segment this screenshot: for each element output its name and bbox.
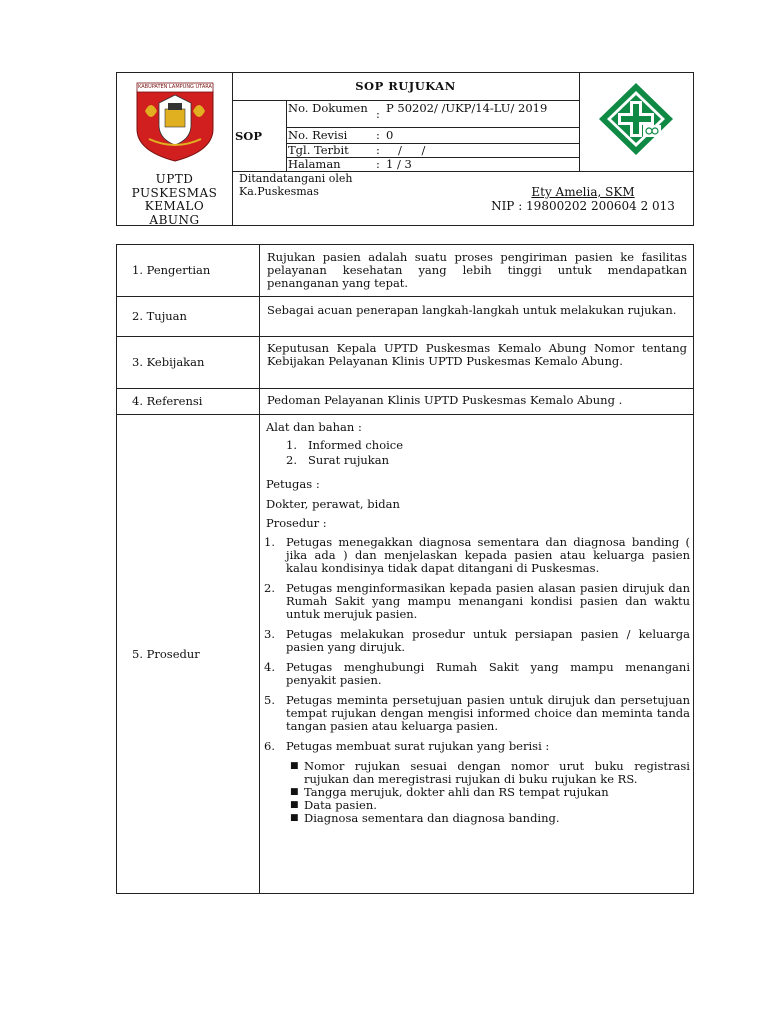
signer-name: Ety Amelia, SKM <box>531 185 635 199</box>
row-text-referensi: Pedoman Pelayanan Klinis UPTD Puskesmas Kemalo Abung . <box>267 393 623 407</box>
row-label-kebijakan: 3. Kebijakan <box>132 354 205 369</box>
row-label-prosedur: 5. Prosedur <box>132 647 200 661</box>
signed-by-label: Ditandatangani oleh Ka.Puskesmas <box>239 172 353 198</box>
petugas-text: Dokter, perawat, bidan <box>266 497 400 511</box>
sop-content-table <box>116 244 694 894</box>
puskesmas-logo-icon <box>597 81 675 157</box>
list-item: 5. Petugas meminta persetujuan pasien untuk dirujuk dan persetujuan tempat rujukan dengan mengisi informed choice dan meminta tanda tangan pasien atau keluarga pasien. <box>264 693 690 733</box>
signer-block <box>472 185 694 213</box>
row-label-tujuan: 2. Tujuan <box>132 308 187 323</box>
document-title: SOP RUJUKAN <box>355 79 456 93</box>
surat-items <box>262 760 690 825</box>
row-text-pengertian: Rujukan pasien adalah suatu proses pengiriman pasien ke fasilitas pelayanan kesehatan yang lebih tinggi untuk mendapatkan penanganan yang tepat. <box>267 250 687 290</box>
organization-name: UPTD PUSKESMAS KEMALO ABUNG <box>131 172 218 227</box>
list-item: ■ Nomor rujukan sesuai dengan nomor urut buku registrasi rujukan dan meregistrasi rujukan di buku rujukan ke RS. <box>290 759 690 786</box>
signer-nip: NIP : 19800202 200604 2 013 <box>491 199 675 213</box>
row-label-referensi: 4. Referensi <box>132 393 203 408</box>
row-label-pengertian: 1. Pengertian <box>132 263 211 277</box>
alat-list <box>262 439 690 467</box>
logo-banner-text: KABUPATEN LAMPUNG UTARA <box>138 84 212 90</box>
list-item: 2. Surat rujukan <box>286 453 390 467</box>
list-item: 1. Petugas menegakkan diagnosa sementara dan diagnosa banding ( jika ada ) dan menjelaskan kepada pasien atau keluarga pasien kalau kondisinya tidak dapat ditangani di Puskesmas. <box>264 535 690 575</box>
meta-row-terbit: Tgl. Terbit : / / <box>288 143 426 157</box>
meta-row-halaman: Halaman : 1 / 3 <box>288 157 412 171</box>
list-item: 2. Petugas menginformasikan kepada pasien alasan pasien dirujuk dan Rumah Sakit yang mampu menangani kondisi pasien dan waktu untuk merujuk pasien. <box>264 581 690 621</box>
prosedur-heading: Prosedur : <box>266 516 327 530</box>
row-text-kebijakan: Keputusan Kepala UPTD Puskesmas Kemalo Abung Nomor tentang Kebijakan Pelayanan Klinis UPTD Puskesmas Kemalo Abung. <box>267 341 687 368</box>
list-item: 1. Informed choice <box>286 438 404 452</box>
alat-heading: Alat dan bahan : <box>266 420 362 434</box>
kabupaten-logo-icon <box>131 81 219 163</box>
list-item: ■ Tangga merujuk, dokter ahli dan RS tempat rujukan <box>290 785 609 799</box>
prosedur-steps <box>262 536 690 753</box>
meta-row-revisi: No. Revisi : 0 <box>288 128 394 142</box>
sop-label: SOP <box>235 129 262 143</box>
list-item: 4. Petugas menghubungi Rumah Sakit yang mampu menangani penyakit pasien. <box>264 660 690 687</box>
meta-row-dokumen: No. Dokumen : P 50202/ /UKP/14-LU/ 2019 <box>288 101 548 121</box>
prosedur-content <box>262 421 690 825</box>
sop-header <box>116 72 694 226</box>
list-item: 3. Petugas melakukan prosedur untuk persiapan pasien / keluarga pasien yang dirujuk. <box>264 627 690 654</box>
list-item: ■ Diagnosa sementara dan diagnosa banding. <box>290 811 560 825</box>
row-text-tujuan: Sebagai acuan penerapan langkah-langkah untuk melakukan rujukan. <box>267 303 677 317</box>
petugas-heading: Petugas : <box>266 477 320 491</box>
list-item: 6. Petugas membuat surat rujukan yang berisi : <box>264 739 550 753</box>
list-item: ■ Data pasien. <box>290 798 377 812</box>
